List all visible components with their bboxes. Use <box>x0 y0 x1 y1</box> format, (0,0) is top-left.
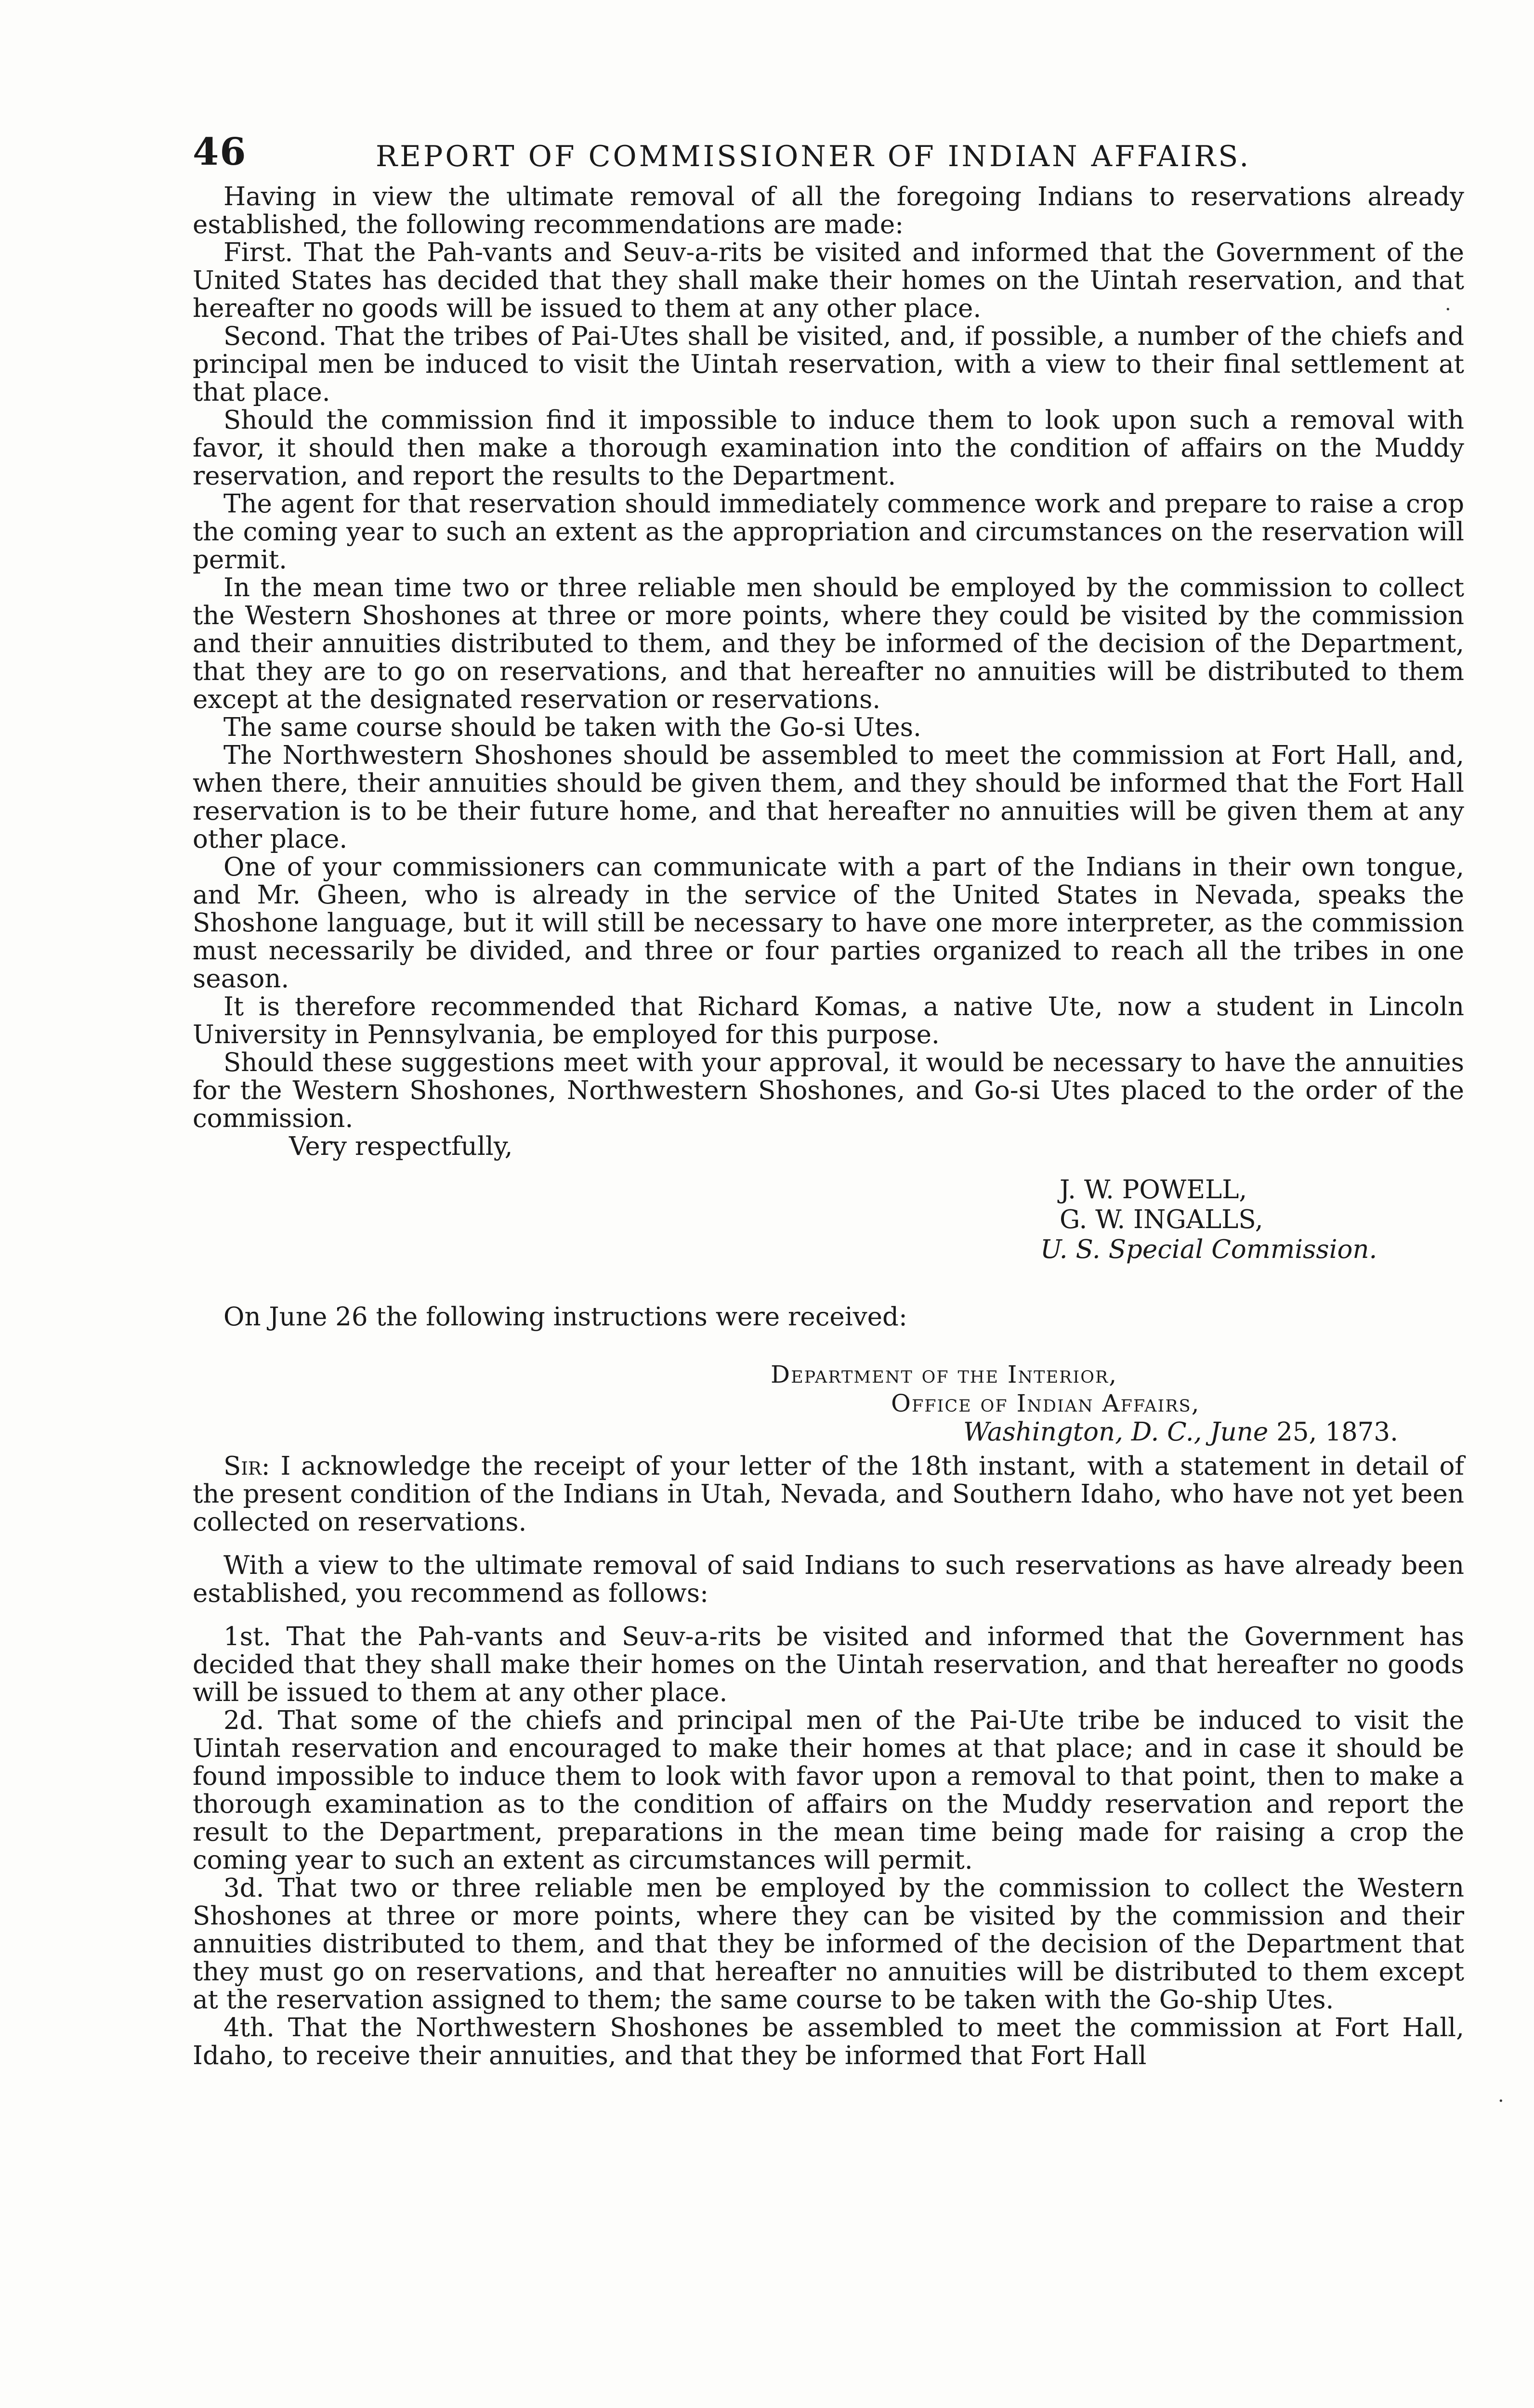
instructions-intro: On June 26 the following instructions were received: <box>223 1302 907 1332</box>
letter-date: 25, 1873. <box>1276 1417 1398 1447</box>
document-page <box>193 116 1464 2070</box>
page-header <box>193 116 1464 183</box>
report-paragraph: First. That the Pah-vants and Seuv-a-rits be visited and informed that the Government of the United States has decided that they shall make their homes on the Uintah reservation, and that hereafter no goods will be issued to them at any other place. <box>193 238 1464 323</box>
report-paragraph: In the mean time two or three reliable men should be employed by the commission to collect the Western Shoshones at three or more points, where they could be visited by the commission and their annuities distributed to them, and they be informed of the decision of the Department, that they are to go on reservations, and that hereafter no annuities will be distributed to them except at the designated reservation or reservations. <box>193 573 1464 714</box>
letter-paragraph: 2d. That some of the chiefs and principal men of the Pai-Ute tribe be induced to visit the Uintah reservation and encouraged to make their homes at that place; and in case it should be found impossible to induce them to look with favor upon a removal to that point, then to make a thorough examination as to the condition of affairs on the Muddy reservation and report the result to the Department, preparations in the mean time being made for raising a crop the coming year to such an extent as circumstances will permit. <box>193 1706 1464 1875</box>
signatory-powell: J. W. POWELL, <box>1060 1175 1247 1204</box>
report-body <box>193 183 1464 1133</box>
letter-office: Office of Indian Affairs, <box>891 1389 1200 1417</box>
running-head: REPORT OF COMMISSIONER OF INDIAN AFFAIRS. <box>376 140 1251 173</box>
letter-opening-paragraph <box>193 1453 1464 1536</box>
letter-paragraph: 4th. That the Northwestern Shoshones be assembled to meet the commission at Fort Hall, Idaho, to receive their annuities, and that they be informed that Fort Hall <box>193 2013 1464 2070</box>
report-paragraph: Having in view the ultimate removal of all the foregoing Indians to reservations already established, the following recommendations are made: <box>193 182 1464 239</box>
report-paragraph: One of your commissioners can communicate with a part of the Indians in their own tongue, and Mr. Gheen, who is already in the service of the United States in Nevada, speaks the Shoshone language, but it will still be necessary to have one more interpreter, as the commission must necessarily be divided, and three or four parties organized to reach all the tribes in one season. <box>193 852 1464 994</box>
report-paragraph: The Northwestern Shoshones should be assembled to meet the commission at Fort Hall, and, when there, their annuities should be given them, and they should be informed that the Fort Hall reservation is to be their future home, and that hereafter no annuities will be given them at any other place. <box>193 741 1464 854</box>
valediction: Very respectfully, <box>289 1132 513 1161</box>
report-paragraph: Should the commission find it impossible to induce them to look upon such a removal with favor, it should then make a thorough examination into the condition of affairs on the Muddy reservation, and report the results to the Department. <box>193 406 1464 491</box>
letter-body <box>193 1453 1464 2070</box>
letter-department: Department of the Interior, <box>771 1361 1118 1388</box>
report-paragraph: It is therefore recommended that Richard Komas, a native Ute, now a student in Lincoln University in Pennsylvania, be employed for this purpose. <box>193 992 1464 1049</box>
letter-paragraph: 1st. That the Pah-vants and Seuv-a-rits be visited and informed that the Government has decided that they shall make their homes on the Uintah reservation, and that hereafter no goods will be issued to them at any other place. <box>193 1622 1464 1707</box>
letter-paragraph: I acknowledge the receipt of your letter of the 18th instant, with a statement in detail of the present condition of the Indians in Utah, Nevada, and Southern Idaho, who have not yet been collected on reservations. <box>193 1452 1464 1537</box>
letter-salutation: Sir: <box>223 1452 270 1481</box>
letter-paragraph: 3d. That two or three reliable men be employed by the commission to collect the Western Shoshones at three or more points, where they can be visited by the commission and their annuities distributed to them, and that they be informed of the decision of the Department that they must go on reservations, and that hereafter no annuities will be distributed to them except at the reservation assigned to them; the same course to be taken with the Go-ship Utes. <box>193 1873 1464 2015</box>
report-paragraph: Should these suggestions meet with your approval, it would be necessary to have the annuities for the Western Shoshones, Northwestern Shoshones, and Go-si Utes placed to the order of the commission. <box>193 1048 1464 1133</box>
signatory-ingalls: G. W. INGALLS, <box>1060 1205 1263 1234</box>
report-paragraph: The agent for that reservation should immediately commence work and prepare to raise a crop the coming year to such an extent as the appropriation and circumstances on the reservation will permit. <box>193 489 1464 575</box>
report-paragraph: The same course should be taken with the Go-si Utes. <box>223 713 921 742</box>
signature-block <box>1040 1175 1464 1265</box>
letter-paragraph: With a view to the ultimate removal of said Indians to such reservations as have already been established, you recommend as follows: <box>193 1551 1464 1608</box>
letter-heading <box>193 1360 1464 1447</box>
print-speck: · <box>1445 299 1451 321</box>
letter-place: Washington, D. C., June <box>963 1417 1269 1447</box>
letter-place-date <box>963 1418 1464 1447</box>
page-number: 46 <box>193 130 247 174</box>
print-speck: · <box>1498 2090 1504 2112</box>
signatory-title: U. S. Special Commission. <box>1040 1235 1377 1264</box>
report-paragraph: Second. That the tribes of Pai-Utes shall be visited, and, if possible, a number of the chiefs and principal men be induced to visit the Uintah reservation, with a view to their final settlement at that place. <box>193 322 1464 407</box>
